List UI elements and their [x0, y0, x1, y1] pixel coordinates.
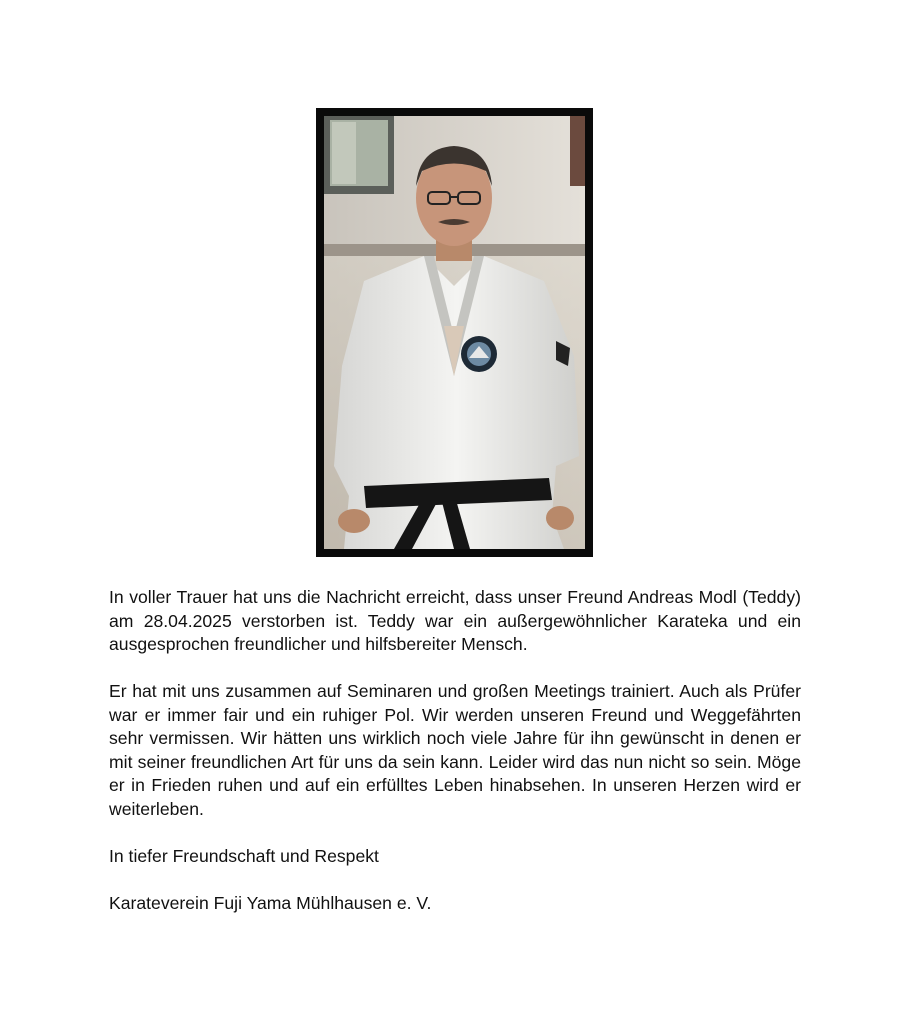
- memorial-photo: [316, 108, 593, 557]
- signature-line: Karateverein Fuji Yama Mühlhausen e. V.: [109, 892, 432, 913]
- obituary-paragraph-1: In voller Trauer hat uns die Nachricht erreicht, dass unser Freund Andreas Modl (Teddy) am 28.04.2025 verstorben ist. Teddy war ein außergewöhnlicher Karateka und ein ausgesprochen freundlicher und hilfsbereiter Mensch.: [109, 587, 801, 654]
- closing-line: In tiefer Freundschaft und Respekt: [109, 845, 379, 866]
- obituary-text: [109, 586, 801, 939]
- obituary-paragraph-2: Er hat mit uns zusammen auf Seminaren und großen Meetings trainiert. Auch als Prüfer war er immer fair und ein ruhiger Pol. Wir werden unseren Freund und Weggefährten sehr vermissen. Wir hätten uns wirklich noch viele Jahre für ihn gewünscht in denen er mit seiner freundlichen Art für uns da sein kann. Leider wird das nun nicht so sein. Möge er in Frieden ruhen und auf ein erfülltes Leben hinabsehen. In unseren Herzen wird er weiterleben.: [109, 681, 801, 819]
- portrait-illustration: [324, 116, 585, 549]
